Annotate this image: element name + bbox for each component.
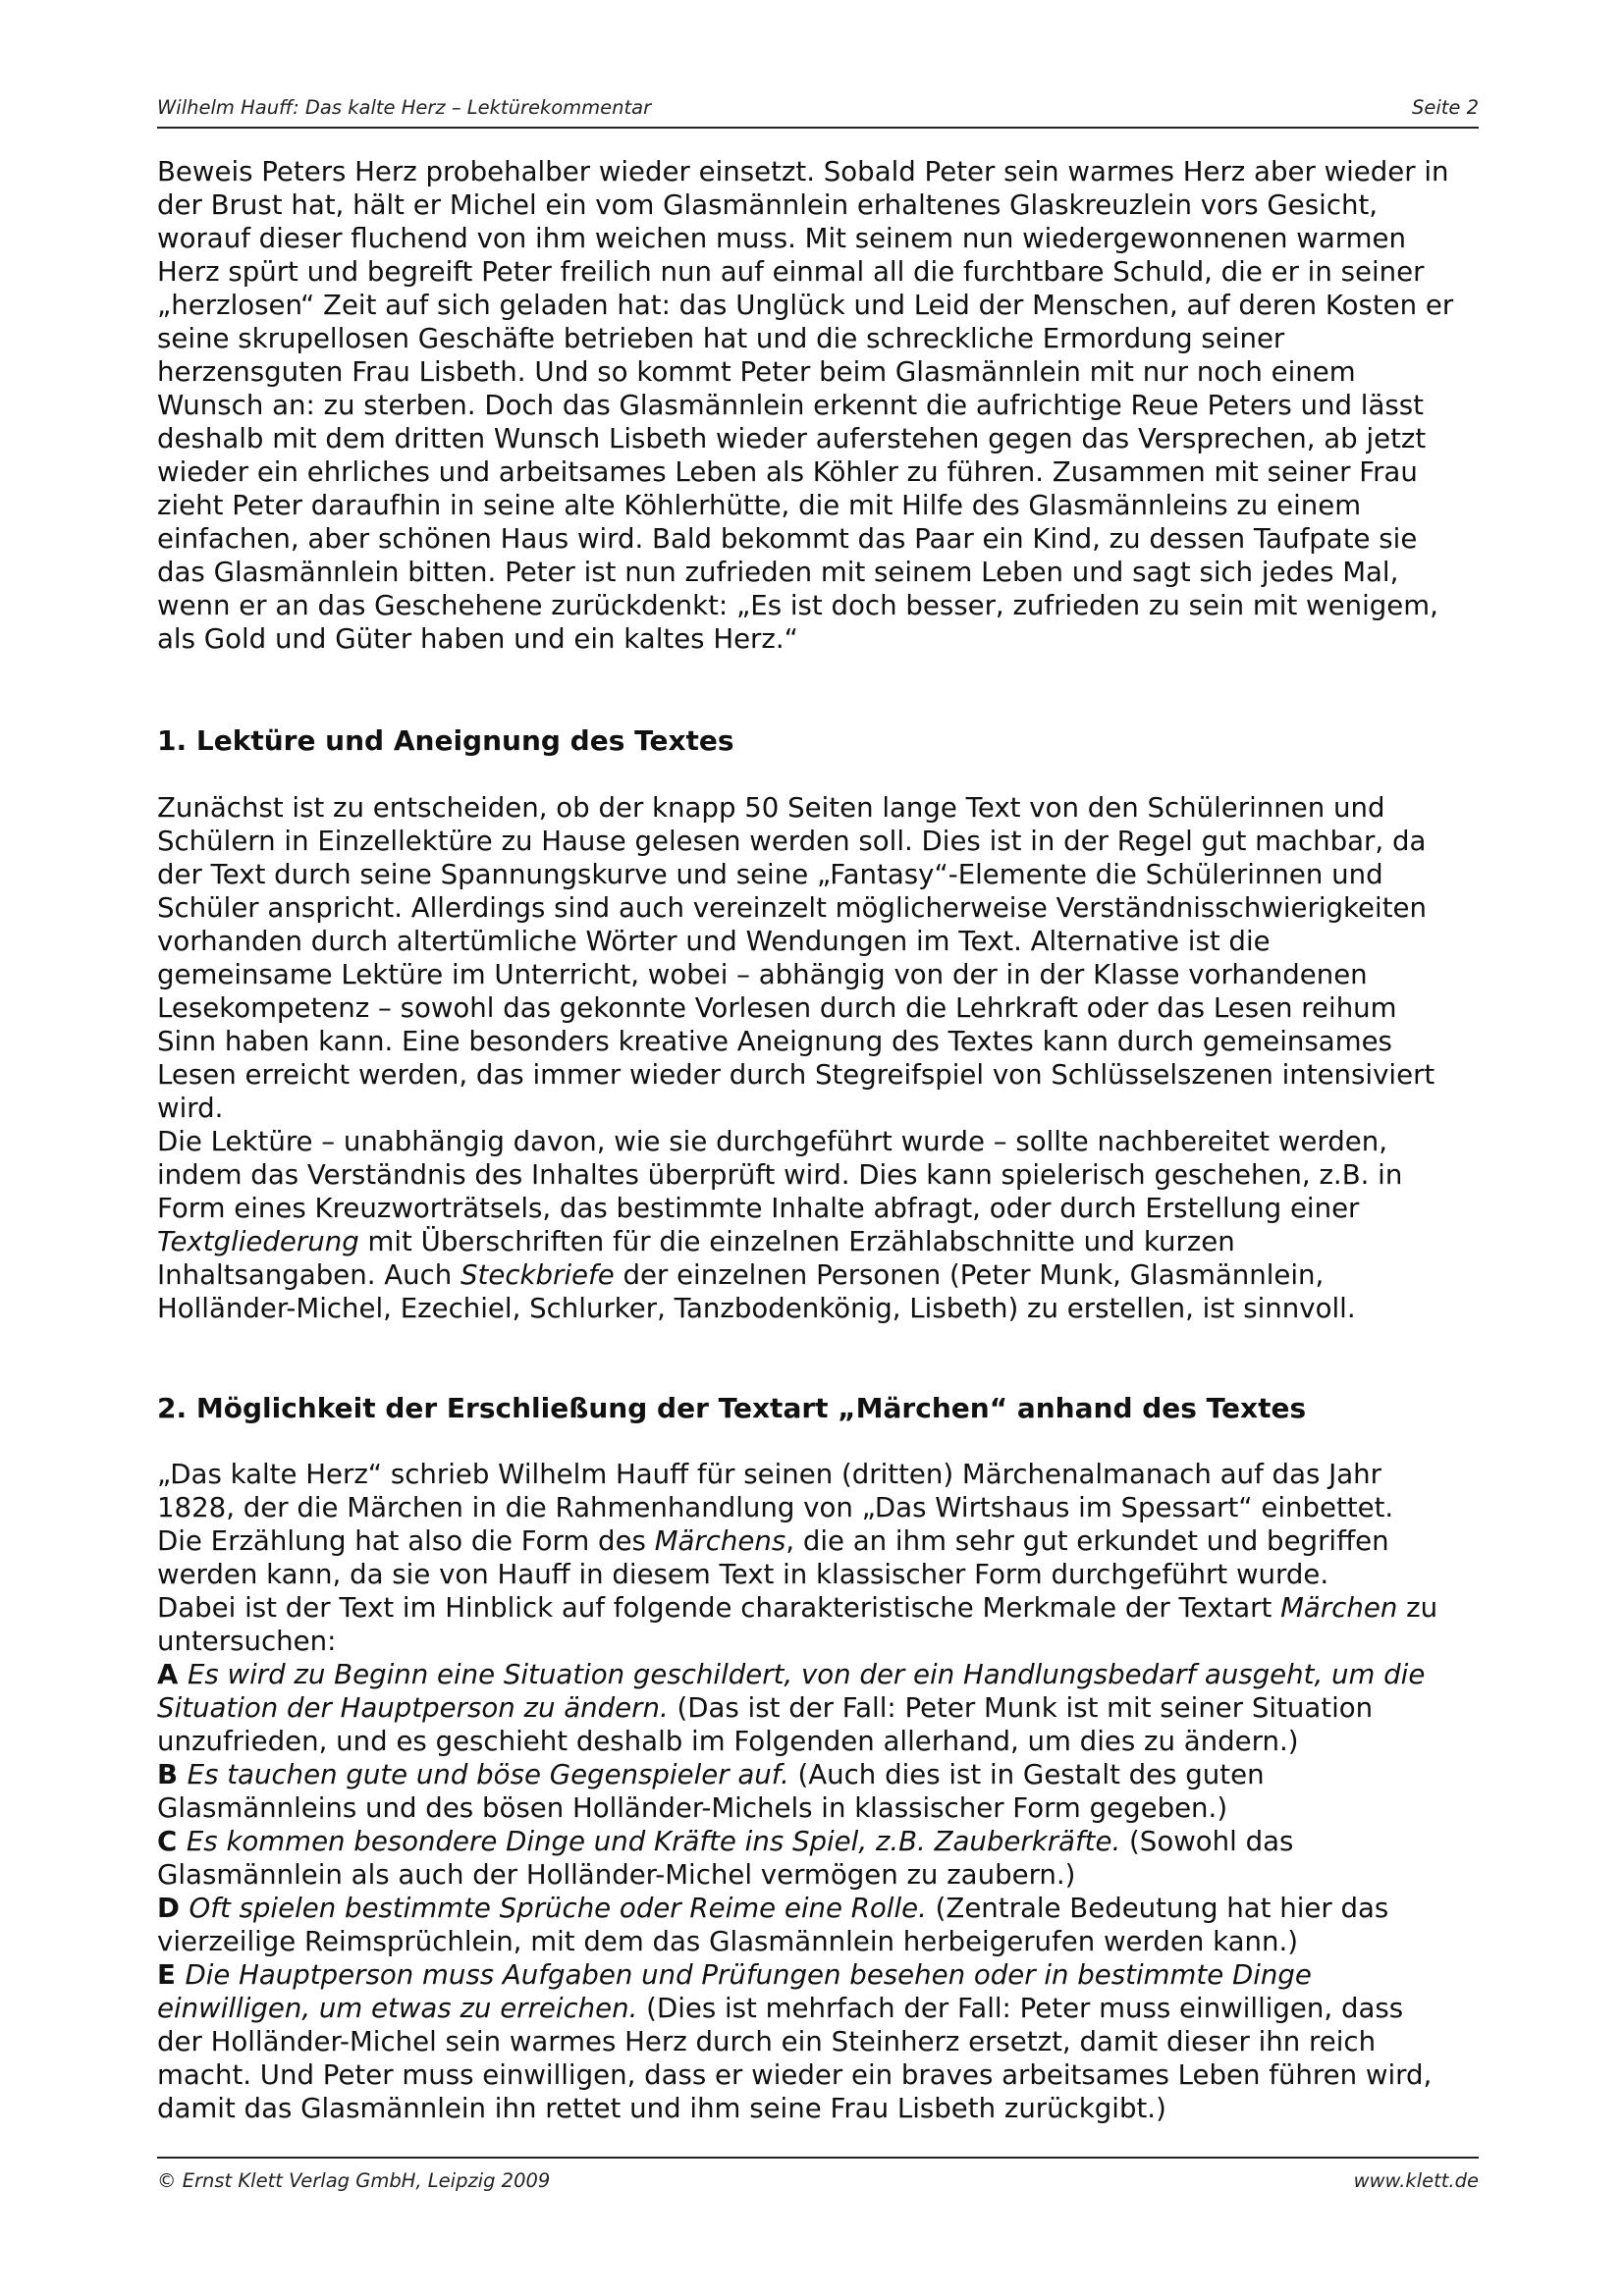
text-line [157,1725,1492,1758]
text-run: Dabei ist der Text im Hinblick auf folgende charakteristische Merkmale der Textart [157,1591,1281,1624]
text-line: deshalb mit dem dritten Wunsch Lisbeth wieder auferstehen gegen das Versprechen, ab jetzt [157,422,1427,454]
text-run: indem das Verständnis des Inhaltes überprüft wird. Dies kann spielerisch geschehen, z.B. in [157,1158,1403,1191]
text-line [157,991,1492,1025]
text-line [157,1092,1492,1125]
text-run: (Dies ist mehrfach der Fall: Peter muss einwilligen, dass [637,1992,1404,2024]
section-2-heading: 2. Möglichkeit der Erschließung der Textart „Märchen“ anhand des Textes [157,1392,1307,1424]
text-line: seine skrupellosen Geschäfte betrieben hat und die schreckliche Ermordung seiner [157,322,1285,354]
emphasized-text: Es wird zu Beginn eine Situation geschildert, von der ein Handlungsbedarf ausgeht, um die [187,1658,1426,1690]
text-run: (Zentrale Bedeutung hat hier das [926,1892,1389,1924]
text-run: Die Lektüre – unabhängig davon, wie sie durchgeführt wurde – sollte nachbereitet werden, [157,1125,1387,1157]
emphasized-text: Es kommen besondere Dinge und Kräfte ins Spiel, z.B. Zauberkräfte. [186,1825,1121,1857]
emphasized-text: Die Hauptperson muss Aufgaben und Prüfungen besehen oder in bestimmte Dinge [185,1958,1312,1991]
text-run: Schülern in Einzellektüre zu Hause gelesen werden soll. Dies ist in der Regel gut machbar, da [157,825,1427,857]
text-line [157,1524,1492,1558]
emphasized-text: einwilligen, um etwas zu erreichen. [157,1992,638,2024]
text-run: 1828, der die Märchen in die Rahmenhandlung von „Das Wirtshaus im Spessart“ einbettet. [157,1491,1394,1523]
text-run: der Text durch seine Spannungskurve und seine „Fantasy“-Elemente die Schülerinnen und [157,858,1383,890]
text-run: Inhaltsangaben. Auch [157,1258,461,1291]
section-2-body [157,1458,1492,2125]
text-run: Lesekompetenz – sowohl das gekonnte Vorlesen durch die Lehrkraft oder das Lesen reihum [157,991,1397,1024]
publisher-url: www.klett.de [1353,2169,1479,2192]
text-line: Wunsch an: zu sterben. Doch das Glasmännlein erkennt die aufrichtige Reue Peters und lässt [157,389,1424,421]
text-run: der einzelnen Personen (Peter Munk, Glasmännlein, [614,1258,1325,1291]
header-title: Wilhelm Hauff: Das kalte Herz – Lektürekommentar [157,96,652,119]
text-line [157,1125,1492,1158]
text-line: wieder ein ehrliches und arbeitsames Leben als Köhler zu führen. Zusammen mit seiner Frau [157,455,1418,488]
text-line: der Brust hat, hält er Michel ein vom Glasmännlein erhaltenes Glaskreuzlein vors Gesicht, [157,188,1379,221]
text-line [157,1992,1492,2025]
text-line [157,1491,1492,1524]
text-line [157,1292,1492,1325]
text-line [157,1791,1492,1825]
text-line [157,1958,1492,1992]
text-line [157,1825,1492,1858]
text-line [157,958,1492,991]
text-run: werden kann, da sie von Hauff in diesem Text in klassischer Form durchgeführt wurde. [157,1558,1329,1590]
text-run: der Holländer-Michel sein warmes Herz durch ein Steinherz ersetzt, damit dieser ihn reich [157,2025,1377,2057]
text-run: untersuchen: [157,1625,337,1657]
text-run: Holländer-Michel, Ezechiel, Schlurker, Tanzbodenkönig, Lisbeth) zu erstellen, ist sinnvoll. [157,1292,1356,1324]
text-run: (Das ist der Fall: Peter Munk ist mit seiner Situation [668,1691,1374,1724]
text-line [157,1892,1492,1925]
list-marker: D [157,1892,189,1924]
section-1-body [157,791,1492,1325]
text-line [157,791,1492,825]
text-run: vierzeilige Reimsprüchlein, mit dem das Glasmännlein herbeigerufen werden kann.) [157,1925,1299,1957]
text-line [157,2025,1492,2058]
text-line: Herz spürt und begreift Peter freilich nun auf einmal all die furchtbare Schuld, die er in seiner [157,255,1425,288]
text-line [157,1225,1492,1258]
text-line [157,1025,1492,1058]
emphasized-text: Textgliederung [157,1225,359,1257]
text-line [157,2058,1492,2092]
text-line [157,891,1492,925]
text-line [157,1158,1492,1192]
copyright-text: © Ernst Klett Verlag GmbH, Leipzig 2009 [157,2169,551,2192]
emphasized-text: Märchen [1280,1591,1398,1624]
text-line [157,1591,1492,1625]
text-run: Lesen erreicht werden, das immer wieder durch Stegreifspiel von Schlüsselszenen intensiviert [157,1058,1435,1091]
text-run: Form eines Kreuzworträtsels, das bestimmte Inhalte abfragt, oder durch Erstellung einer [157,1192,1360,1224]
page-header [157,96,1479,119]
emphasized-text: Oft spielen bestimmte Sprüche oder Reime eine Rolle. [189,1892,927,1924]
text-run: (Auch dies ist in Gestalt des guten [788,1758,1265,1790]
list-marker: A [157,1658,188,1690]
text-run: wird. [157,1092,224,1124]
text-run: damit das Glasmännlein ihn rettet und ihm seine Frau Lisbeth zurückgibt.) [157,2092,1166,2124]
text-line [157,1758,1492,1791]
text-line [157,825,1492,858]
text-line: wenn er an das Geschehene zurückdenkt: „Es ist doch besser, zufrieden zu sein mit wenigem, [157,589,1438,621]
list-marker: B [157,1758,188,1790]
text-line [157,1558,1492,1591]
text-run: Schüler anspricht. Allerdings sind auch vereinzelt möglicherweise Verständnisschwierigkeiten [157,891,1427,924]
text-line: Beweis Peters Herz probehalber wieder einsetzt. Sobald Peter sein warmes Herz aber wieder in [157,155,1449,187]
text-line [157,1658,1492,1691]
text-line: zieht Peter daraufhin in seine alte Köhlerhütte, die mit Hilfe des Glasmännleins zu einem [157,489,1362,521]
text-line [157,1925,1492,1958]
text-line [157,1691,1492,1725]
emphasized-text: Situation der Hauptperson zu ändern. [157,1691,669,1724]
text-run: Glasmännleins und des bösen Holländer-Michels in klassischer Form gegeben.) [157,1791,1228,1824]
text-line [157,2092,1492,2125]
text-run: macht. Und Peter muss einwilligen, dass er wieder ein braves arbeitsames Leben führen wird, [157,2058,1433,2091]
text-line: einfachen, aber schönen Haus wird. Bald bekommt das Paar ein Kind, zu dessen Taufpate sie [157,522,1418,555]
text-run: „Das kalte Herz“ schrieb Wilhelm Hauff für seinen (dritten) Märchenalmanach auf das Jahr [157,1458,1382,1490]
text-run: mit Überschriften für die einzelnen Erzählabschnitte und kurzen [358,1225,1235,1257]
emphasized-text: Es tauchen gute und böse Gegenspieler auf. [187,1758,789,1790]
text-line [157,1058,1492,1092]
text-line: das Glasmännlein bitten. Peter ist nun zufrieden mit seinem Leben und sagt sich jedes Mal, [157,556,1399,588]
text-line [157,1625,1492,1658]
text-line [157,1258,1492,1292]
text-line: herzensguten Frau Lisbeth. Und so kommt Peter beim Glasmännlein mit nur noch einem [157,355,1356,388]
page-footer [157,2169,1479,2192]
text-run: Glasmännlein als auch der Holländer-Michel vermögen zu zaubern.) [157,1858,1076,1891]
text-line [157,1858,1492,1892]
text-run: unzufrieden, und es geschieht deshalb im Folgenden allerhand, um dies zu ändern.) [157,1725,1299,1757]
text-line [157,858,1492,891]
text-line [157,925,1492,958]
text-run: vorhanden durch altertümliche Wörter und Wendungen im Text. Alternative ist die [157,925,1271,957]
header-rule [157,127,1479,129]
text-line: „herzlosen“ Zeit auf sich geladen hat: das Unglück und Leid der Menschen, auf deren Kosten er [157,289,1454,321]
emphasized-text: Steckbriefe [460,1258,615,1291]
text-run: zu [1397,1591,1438,1624]
text-line: worauf dieser fluchend von ihm weichen muss. Mit seinem nun wiedergewonnenen warmen [157,222,1406,254]
footer-rule [157,2157,1479,2159]
text-run: Die Erzählung hat also die Form des [157,1524,655,1557]
text-line: als Gold und Güter haben und ein kaltes Herz.“ [157,622,798,655]
text-line [157,1192,1492,1225]
text-run: gemeinsame Lektüre im Unterricht, wobei – abhängig von der in der Klasse vorhandenen [157,958,1368,990]
list-marker: C [157,1825,187,1857]
section-1-heading: 1. Lektüre und Aneignung des Textes [157,724,734,757]
page-number: Seite 2 [1411,96,1479,119]
intro-paragraph [157,155,1492,656]
text-run: (Sowohl das [1120,1825,1294,1857]
emphasized-text: Märchens [654,1524,786,1557]
text-run: Sinn haben kann. Eine besonders kreative Aneignung des Textes kann durch gemeinsames [157,1025,1392,1057]
text-line [157,1458,1492,1491]
text-run: , die an ihm sehr gut erkundet und begriffen [785,1524,1389,1557]
list-marker: E [157,1958,186,1991]
text-run: Zunächst ist zu entscheiden, ob der knapp 50 Seiten lange Text von den Schülerinnen und [157,791,1385,824]
